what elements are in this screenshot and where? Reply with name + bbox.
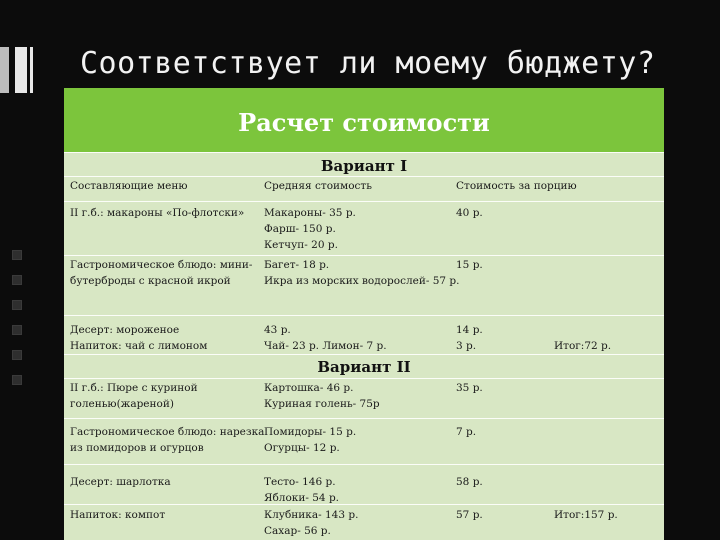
column-header: Стоимость за порцию (456, 180, 577, 192)
menu-item: II г.б.: макароны «По-флотски» (70, 207, 245, 219)
column-header: Составляющие меню (70, 180, 188, 192)
menu-item: из помидоров и огурцов (70, 442, 204, 454)
bullet-marker (12, 350, 22, 360)
cost-table (64, 88, 664, 540)
bullet-marker (12, 375, 22, 385)
cost-line: Тесто- 146 р. (264, 476, 336, 488)
menu-item: II г.б.: Пюре с куриной (70, 382, 198, 394)
menu-item: Десерт: мороженое (70, 324, 180, 336)
row-divider (64, 152, 664, 153)
cost-line: Огурцы- 12 р. (264, 442, 340, 454)
row-divider (64, 354, 664, 355)
cost-line: Кетчуп- 20 р. (264, 239, 338, 251)
cost-line: Чай- 23 р. Лимон- 7 р. (264, 340, 387, 352)
menu-item: голенью(жареной) (70, 398, 174, 410)
cost-line: Фарш- 150 р. (264, 223, 336, 235)
portion-cost: 7 р. (456, 426, 477, 438)
portion-cost: 3 р. (456, 340, 477, 352)
banner-title: Расчет стоимости (238, 108, 490, 137)
decor-bar (0, 47, 9, 93)
portion-cost: 15 р. (456, 259, 483, 271)
row-divider (64, 504, 664, 505)
cost-line: Багет- 18 р. (264, 259, 330, 271)
column-header: Средняя стоимость (264, 180, 372, 192)
row-divider (64, 464, 664, 465)
row-divider (64, 378, 664, 379)
portion-cost: 57 р. (456, 509, 483, 521)
page-title: Соответствует ли моему бюджету? (80, 46, 656, 81)
bullet-marker (12, 275, 22, 285)
row-divider (64, 315, 664, 316)
portion-cost: 40 р. (456, 207, 483, 219)
total-cost: Итог:157 р. (554, 509, 618, 521)
row-divider (64, 255, 664, 256)
cost-line: Клубника- 143 р. (264, 509, 359, 521)
menu-item: Гастрономическое блюдо: нарезка (70, 426, 265, 438)
cost-line: Картошка- 46 р. (264, 382, 354, 394)
decor-bar (15, 47, 27, 93)
cost-line: Яблоки- 54 р. (264, 492, 339, 504)
portion-cost: 58 р. (456, 476, 483, 488)
cost-line: 43 р. (264, 324, 291, 336)
table-banner (64, 88, 664, 152)
bullet-marker (12, 325, 22, 335)
row-divider (64, 201, 664, 202)
variant-title: Вариант II (317, 358, 411, 376)
menu-item: Напиток: компот (70, 509, 166, 521)
menu-item: Напиток: чай с лимоном (70, 340, 208, 352)
cost-line: Куриная голень- 75р (264, 398, 380, 410)
variant-title: Вариант I (320, 157, 408, 175)
decor-bar (30, 47, 33, 93)
menu-item: Гастрономическое блюдо: мини- (70, 259, 253, 271)
portion-cost: 14 р. (456, 324, 483, 336)
total-cost: Итог:72 р. (554, 340, 612, 352)
cost-line: Макароны- 35 р. (264, 207, 356, 219)
portion-cost: 35 р. (456, 382, 483, 394)
bullet-marker (12, 300, 22, 310)
row-divider (64, 176, 664, 177)
row-divider (64, 418, 664, 419)
menu-item: бутерброды с красной икрой (70, 275, 231, 287)
cost-line: Сахар- 56 р. (264, 525, 331, 537)
menu-item: Десерт: шарлотка (70, 476, 171, 488)
cost-line: Икра из морских водорослей- 57 р. (264, 275, 460, 287)
cost-line: Помидоры- 15 р. (264, 426, 357, 438)
bullet-marker (12, 250, 22, 260)
